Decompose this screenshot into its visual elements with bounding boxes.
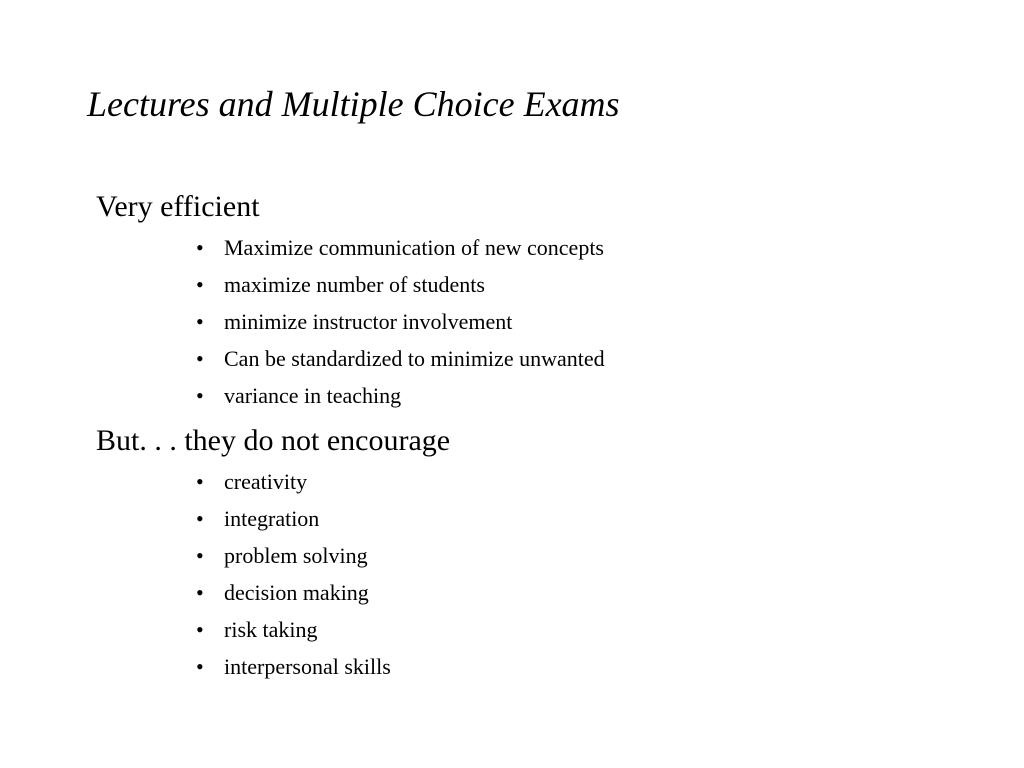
list-item-text: decision making	[224, 580, 369, 605]
list-item-text: variance in teaching	[224, 383, 402, 408]
list-item	[196, 382, 605, 419]
bullet-icon: •	[196, 235, 204, 260]
bullet-icon: •	[196, 506, 204, 531]
list-item	[196, 468, 391, 505]
slide-title: Lectures and Multiple Choice Exams	[87, 84, 620, 124]
list-item-text: problem solving	[224, 543, 368, 568]
list-item	[196, 505, 391, 542]
bullet-icon: •	[196, 617, 204, 642]
bullet-icon: •	[196, 272, 204, 297]
list-item	[196, 234, 605, 271]
list-item-text: interpersonal skills	[224, 654, 391, 679]
section-heading-do-not-encourage: But. . . they do not encourage	[96, 424, 451, 457]
list-item	[196, 616, 391, 653]
list-item	[196, 345, 605, 382]
bullet-icon: •	[196, 469, 204, 494]
list-item-text: integration	[224, 506, 320, 531]
list-item-text: creativity	[224, 469, 308, 494]
list-item	[196, 271, 605, 308]
list-item-text: maximize number of students	[224, 272, 485, 297]
bullet-icon: •	[196, 654, 204, 679]
section-heading-efficient: Very efficient	[96, 190, 260, 223]
list-item	[196, 579, 391, 616]
list-item-text: minimize instructor involvement	[224, 309, 513, 334]
list-item-text: risk taking	[224, 617, 318, 642]
list-item	[196, 308, 605, 345]
bullet-icon: •	[196, 383, 204, 408]
bullet-icon: •	[196, 346, 204, 371]
bullet-list-efficient	[196, 234, 605, 419]
list-item-text: Maximize communication of new concepts	[224, 235, 604, 260]
bullet-icon: •	[196, 309, 204, 334]
bullet-icon: •	[196, 543, 204, 568]
bullet-list-do-not-encourage	[196, 468, 391, 690]
list-item-text: Can be standardized to minimize unwanted	[224, 346, 605, 371]
bullet-icon: •	[196, 580, 204, 605]
list-item	[196, 542, 391, 579]
list-item	[196, 653, 391, 690]
